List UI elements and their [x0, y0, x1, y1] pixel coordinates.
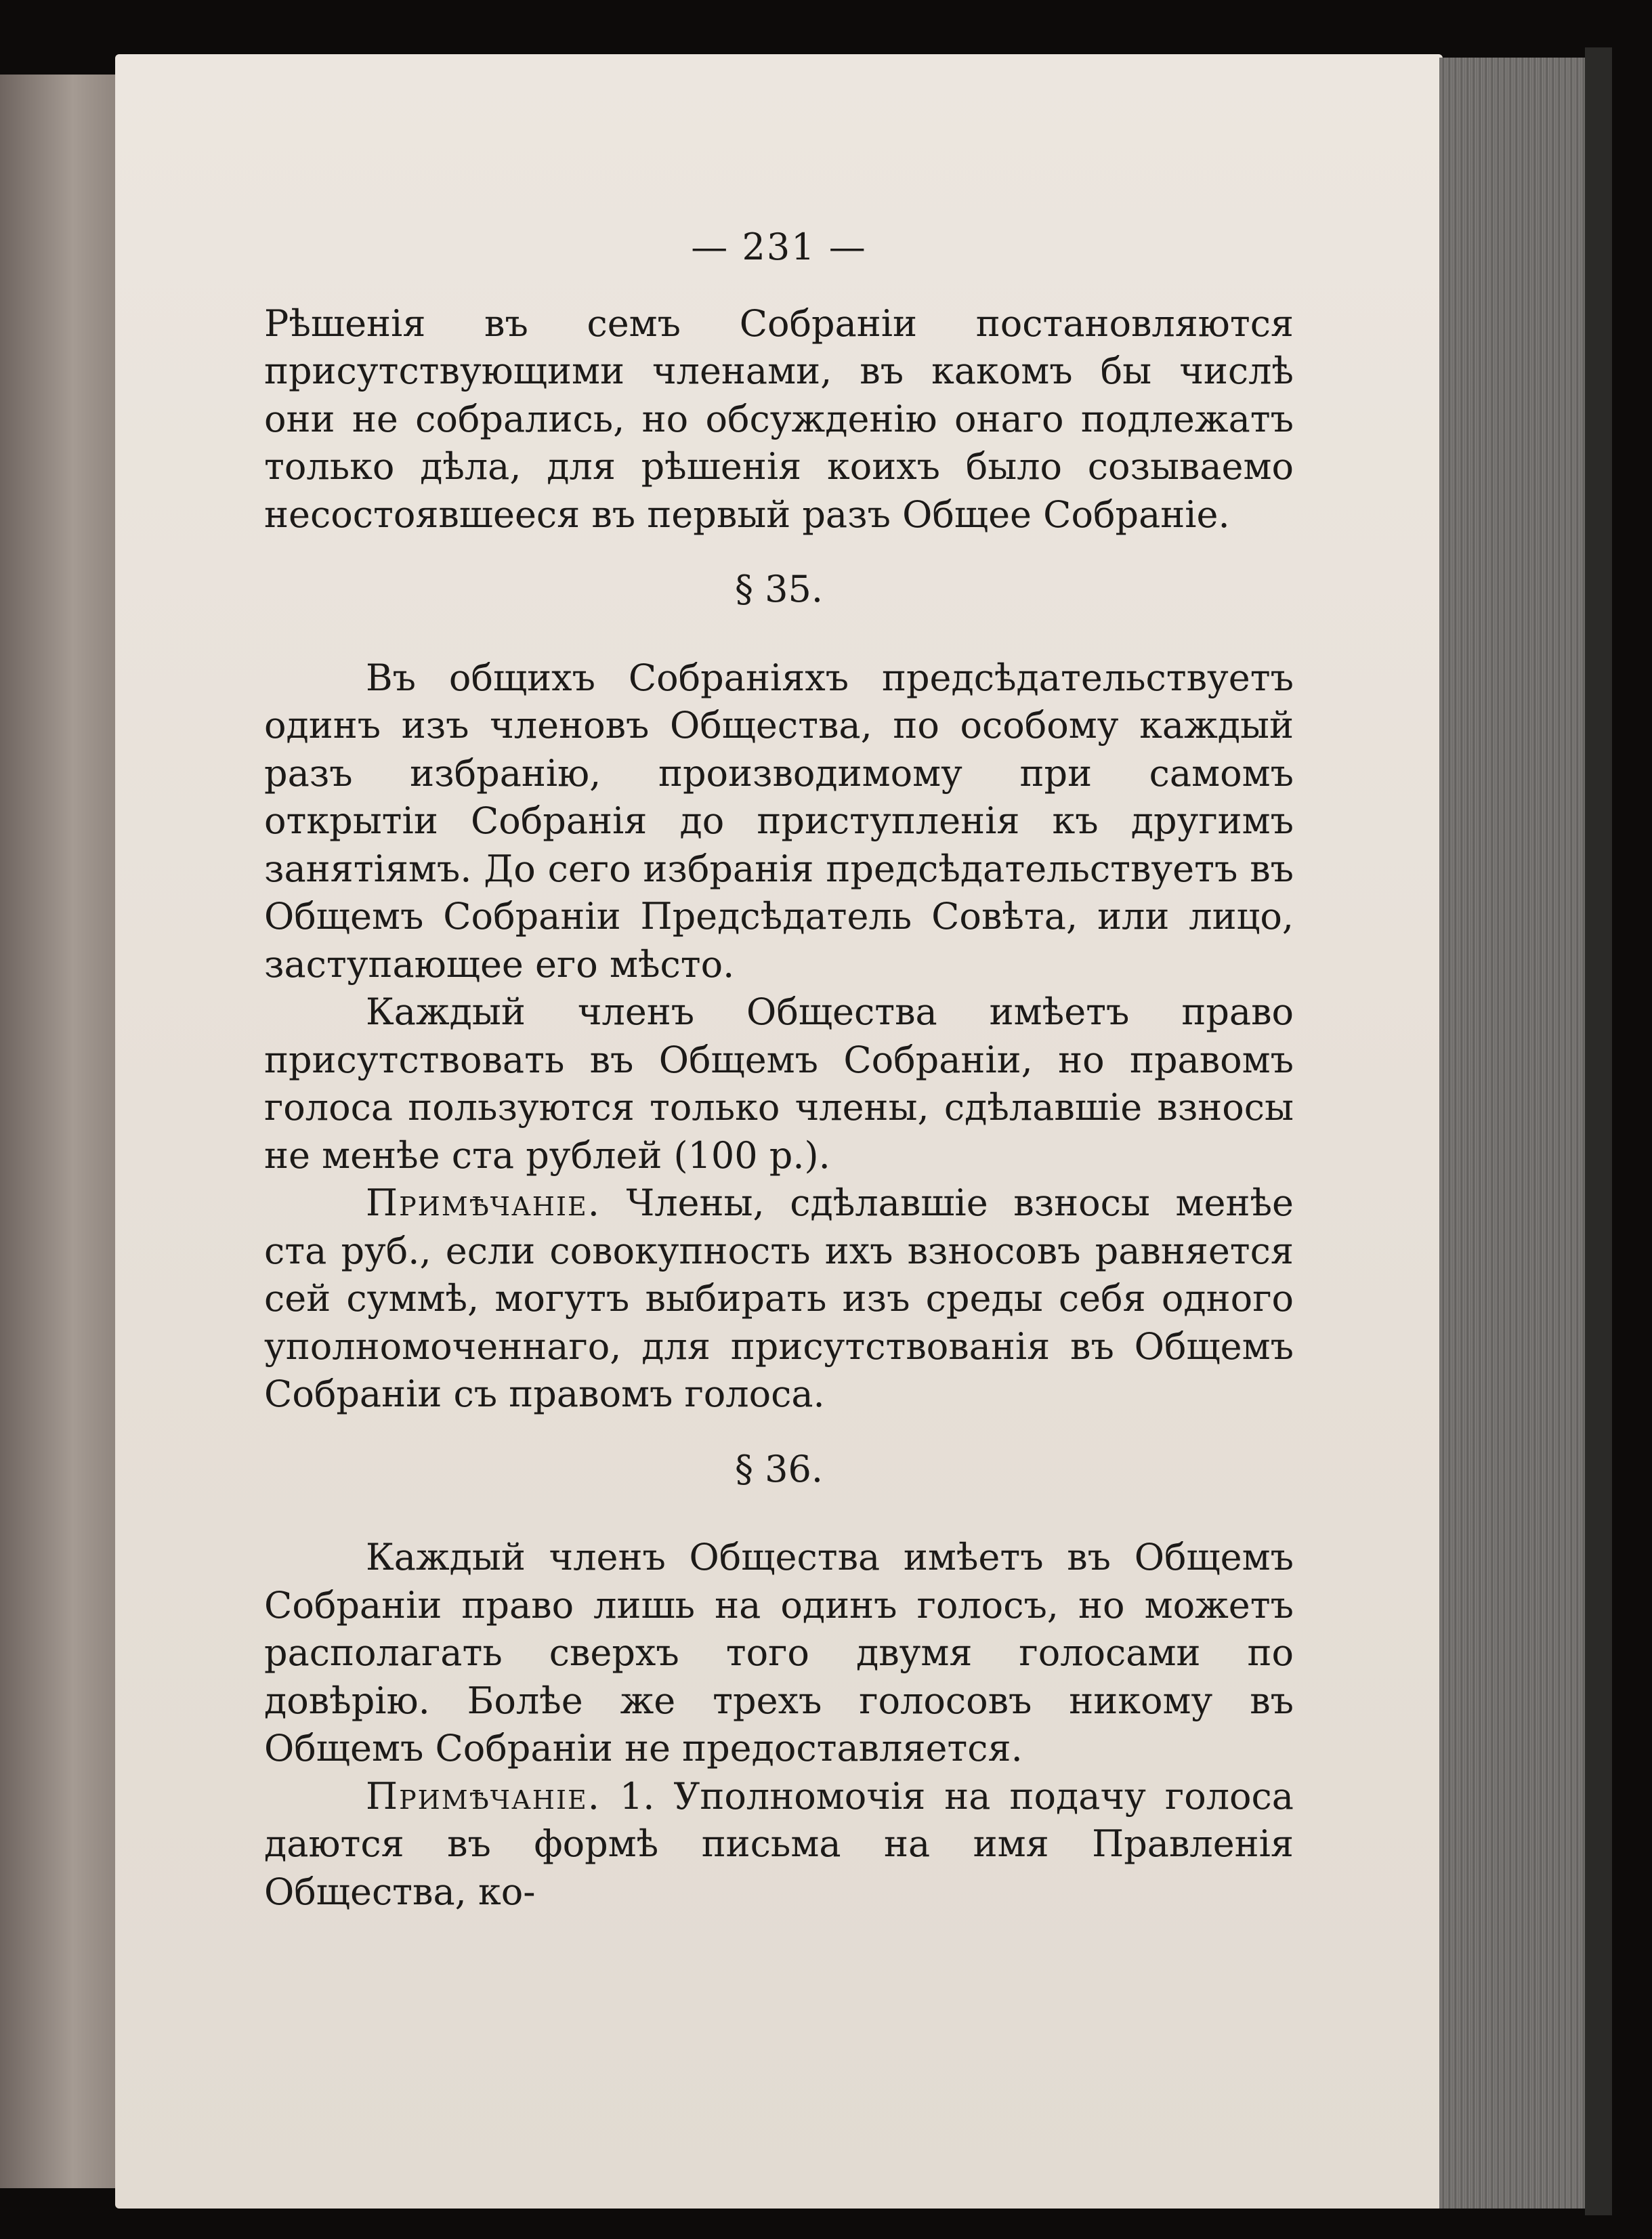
paragraph-2: Въ общихъ Собраніяхъ предсѣдательствуетъ одинъ изъ членовъ Общества, по особому каждый разъ избранію, производимому при самомъ открытіи Собранія до приступленія къ другимъ занятіямъ. До сего избранія предсѣдательствуетъ въ Общемъ Собраніи Предсѣдатель Совѣта, или лицо, заступающее его мѣсто.: [264, 656, 1294, 986]
note-paragraph-2: [264, 1773, 1294, 1917]
section-heading-35: § 35.: [734, 568, 824, 610]
note-label: Примѣчаніе.: [366, 1774, 601, 1818]
page-text: [264, 224, 1294, 1916]
page-block-edge: [1439, 58, 1585, 2209]
book-binding: [1585, 47, 1612, 2215]
paragraph-4: Каждый членъ Общества имѣетъ въ Общемъ Собраніи право лишь на одинъ голосъ, но можетъ располагать сверхъ того двумя голосами по довѣрію. Болѣе же трехъ голосовъ никому въ Общемъ Собраніи не предоставляется.: [264, 1536, 1294, 1770]
facing-page-edge: [0, 75, 122, 2188]
note-text: Члены, сдѣлавшіе взносы менѣе ста руб., если совокупность ихъ взносовъ равняется сей суммѣ, могутъ выбирать изъ среды себя одного уполномоченнаго, для присутствованія въ Общемъ Собраніи съ правомъ голоса.: [264, 1181, 1294, 1415]
paragraph-3: Каждый членъ Общества имѣетъ право присутствовать въ Общемъ Собраніи, но правомъ голоса пользуются только члены, сдѣлавшіе взносы не менѣе ста рублей (100 р.).: [264, 990, 1294, 1177]
paragraph-1: Рѣшенія въ семъ Собраніи постановляются присутствующими членами, въ какомъ бы числѣ они не собрались, но обсужденію онаго подлежатъ только дѣла, для рѣшенія коихъ было созываемо несостоявшееся въ первый разъ Общее Собраніе.: [264, 301, 1294, 536]
section-heading-36: § 36.: [734, 1447, 824, 1490]
page-number: — 231 —: [691, 226, 867, 268]
note-paragraph-1: [264, 1179, 1294, 1419]
note-label: Примѣчаніе.: [366, 1181, 601, 1224]
note-text: 1. Уполномочія на подачу голоса даются въ формѣ письма на имя Правленія Общества, ко-: [264, 1774, 1294, 1913]
